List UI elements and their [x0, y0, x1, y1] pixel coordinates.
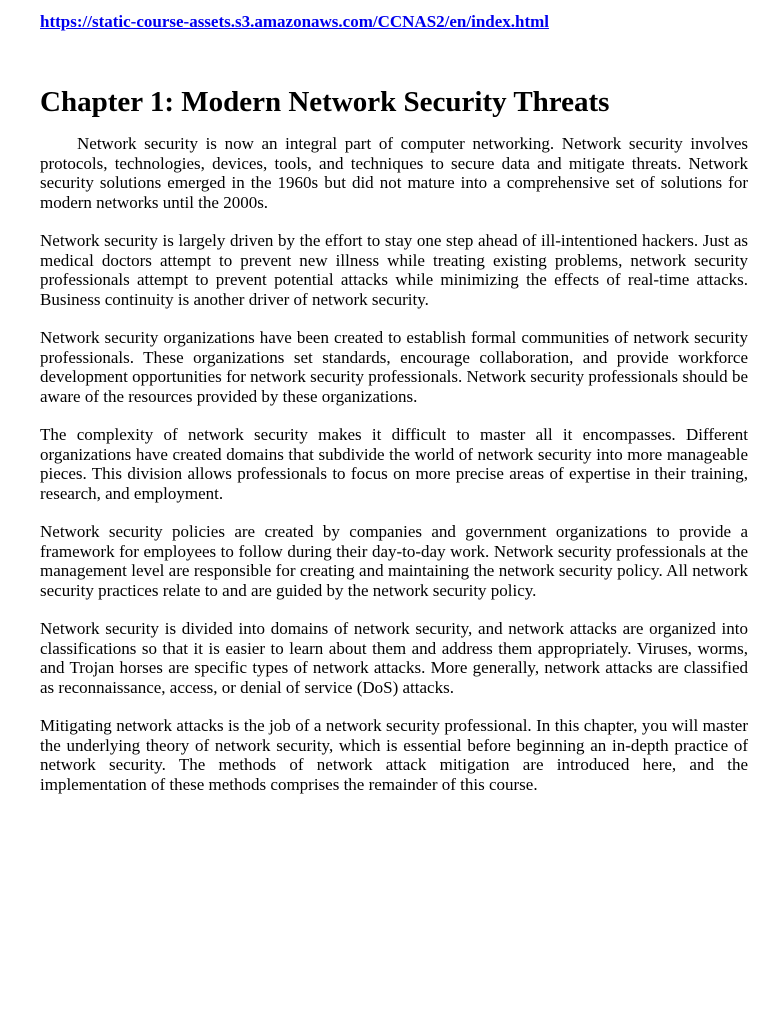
paragraph-6: Network security is divided into domains of network security, and network attacks are organized into classifications so that it is easier to learn about them and address them appropriately. Viruses, worms, and Trojan horses are specific types of network attacks. More generally, network attacks are classified as reconnaissance, access, or denial of service (DoS) attacks. — [40, 619, 748, 697]
paragraph-1: Network security is now an integral part of computer networking. Network security involves protocols, technologies, devices, tools, and techniques to secure data and mitigate threats. Network security solutions emerged in the 1960s but did not mature into a comprehensive set of solutions for modern networks until the 2000s. — [40, 134, 748, 212]
document-page — [40, 0, 748, 813]
paragraph-7: Mitigating network attacks is the job of a network security professional. In this chapter, you will master the underlying theory of network security, which is essential before beginning an in-depth practice of network security. The methods of network attack mitigation are introduced here, and the implementation of these methods comprises the remainder of this course. — [40, 716, 748, 794]
source-url-link[interactable]: https://static-course-assets.s3.amazonaws.com/CCNAS2/en/index.html — [40, 12, 550, 31]
chapter-title: Chapter 1: Modern Network Security Threats — [40, 86, 610, 118]
paragraph-4: The complexity of network security makes it difficult to master all it encompasses. Different organizations have created domains that subdivide the world of network security into more manageable pieces. This division allows professionals to focus on more precise areas of expertise in their training, research, and employment. — [40, 425, 748, 503]
paragraph-2: Network security is largely driven by the effort to stay one step ahead of ill-intentioned hackers. Just as medical doctors attempt to prevent new illness while treating existing problems, network security professionals attempt to prevent potential attacks while minimizing the effects of real-time attacks. Business continuity is another driver of network security. — [40, 231, 748, 309]
chapter-body — [40, 134, 748, 794]
paragraph-3: Network security organizations have been created to establish formal communities of network security professionals. These organizations set standards, encourage collaboration, and provide workforce development opportunities for network security professionals. Network security professionals should be aware of the resources provided by these organizations. — [40, 328, 748, 406]
paragraph-5: Network security policies are created by companies and government organizations to provide a framework for employees to follow during their day-to-day work. Network security professionals at the management level are responsible for creating and maintaining the network security policy. All network security practices relate to and are guided by the network security policy. — [40, 522, 748, 600]
